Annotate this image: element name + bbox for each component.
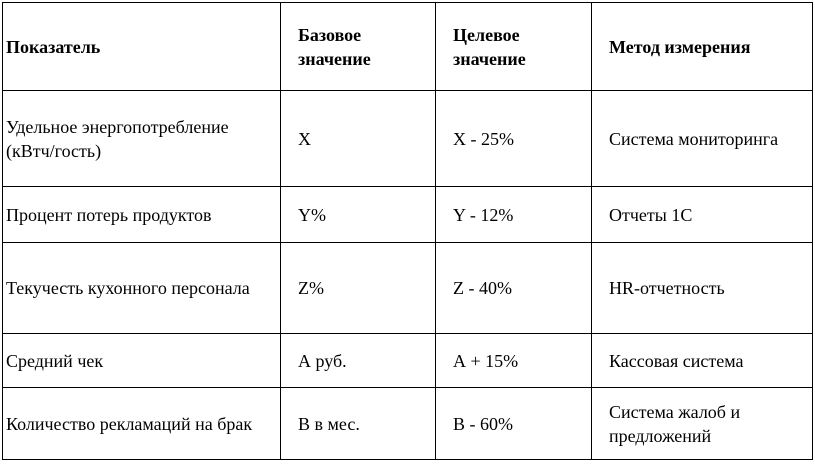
cell-target-value: X - 25% — [436, 91, 592, 187]
cell-base-value: Z% — [281, 243, 436, 334]
header-base-value: Базовое значение — [281, 3, 436, 91]
cell-metric: Количество рекламаций на брак — [3, 388, 281, 460]
cell-measurement-method: Система мониторинга — [592, 91, 813, 187]
cell-base-value: X — [281, 91, 436, 187]
table-row — [3, 388, 813, 460]
cell-target-value: А + 15% — [436, 334, 592, 388]
cell-measurement-method: Отчеты 1С — [592, 187, 813, 243]
table-row — [3, 91, 813, 187]
cell-metric: Средний чек — [3, 334, 281, 388]
cell-measurement-method: Система жалоб и предложений — [592, 388, 813, 460]
table-row — [3, 334, 813, 388]
table-row — [3, 243, 813, 334]
cell-metric: Процент потерь продуктов — [3, 187, 281, 243]
table-header-row — [3, 3, 813, 91]
cell-metric: Удельное энергопотребление (кВтч/гость) — [3, 91, 281, 187]
header-target-value: Целевое значение — [436, 3, 592, 91]
cell-measurement-method: HR-отчетность — [592, 243, 813, 334]
cell-target-value: Y - 12% — [436, 187, 592, 243]
cell-base-value: А руб. — [281, 334, 436, 388]
cell-measurement-method: Кассовая система — [592, 334, 813, 388]
kpi-table — [2, 2, 813, 460]
header-measurement-method: Метод измерения — [592, 3, 813, 91]
cell-base-value: В в мес. — [281, 388, 436, 460]
cell-metric: Текучесть кухонного персонала — [3, 243, 281, 334]
header-metric: Показатель — [3, 3, 281, 91]
cell-target-value: Z - 40% — [436, 243, 592, 334]
cell-base-value: Y% — [281, 187, 436, 243]
cell-target-value: В - 60% — [436, 388, 592, 460]
table-row — [3, 187, 813, 243]
